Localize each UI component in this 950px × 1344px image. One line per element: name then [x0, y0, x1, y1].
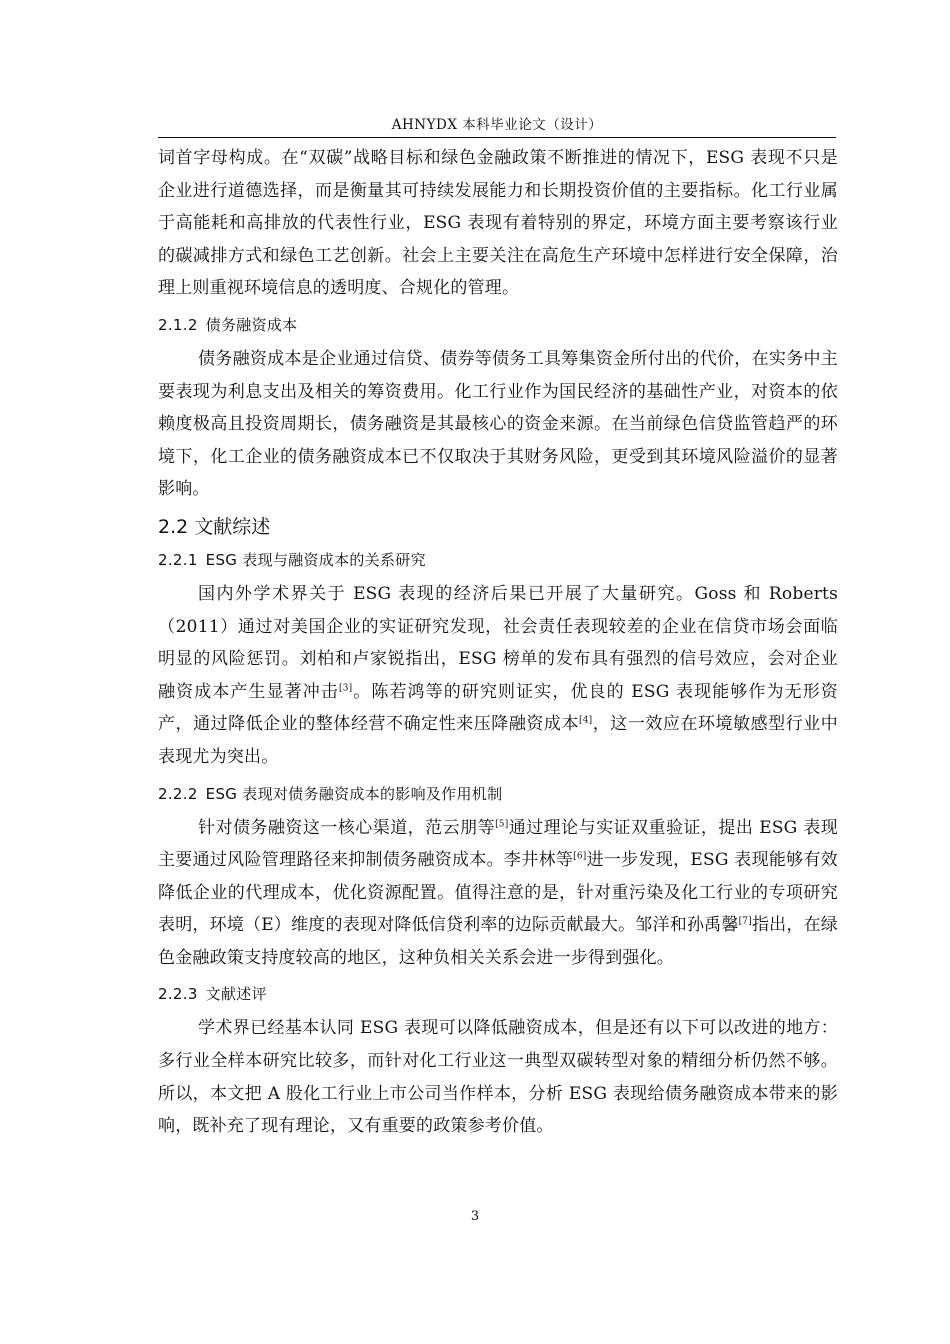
text-run: 指出，在绿色金融政策支持度较高的地区，这种负相关关系会进一步得到强化。: [158, 915, 838, 968]
citation-ref: [5]: [495, 818, 509, 829]
text-run: 。陈若鸿等的研究则证实，优良的 ESG 表现能够作为无形资产，通过降低企业的整体经营不确定性来压降融资成本: [158, 681, 838, 735]
paragraph-debt-financing-cost: 债务融资成本是企业通过信贷、债券等债务工具筹集资金所付出的代价，在实务中主要表现为利息支出及相关的筹资费用。化工行业作为国民经济的基础性产业，对资本的依赖度极高且投资周期长，债务融资是其最核心的资金来源。在当前绿色信贷监管趋严的环境下，化工企业的债务融资成本已不仅取决于其财务风险，更受到其环境风险溢价的显著影响。: [158, 348, 838, 500]
heading-number: 2.2.1: [158, 550, 198, 569]
paragraph-esg-financing-relation: [158, 578, 838, 774]
citation-ref: [3]: [339, 683, 353, 694]
text-run: ，这一效应在环境敏感型行业中表现尤为突出。: [158, 714, 838, 767]
heading-number: 2.2: [158, 515, 189, 538]
heading-2-2-2: [158, 784, 838, 804]
header-rule: [158, 137, 836, 138]
heading-2-2-3: [158, 984, 838, 1004]
text-run: 国内外学术界关于 ESG 表现的经济后果已开展了大量研究。Goss 和 Roberts（2011）通过对美国企业的实证研究发现，社会责任表现较差的企业在信贷市场会面临明显的风险惩罚。刘柏和卢家锐指出，ESG 榜单的发布具有强烈的信号效应，会对企业融资成本产生显著冲击: [158, 583, 838, 702]
heading-title: 债务融资成本: [205, 315, 298, 334]
intro-paragraph: 词首字母构成。在“双碳”战略目标和绿色金融政策不断推进的情况下，ESG 表现不只是企业进行道德选择，而是衡量其可持续发展能力和长期投资价值的主要指标。化工行业属于高能耗和高排放的代表性行业，ESG 表现有着特别的界定，环境方面主要考察该行业的碳减排方式和绿色工艺创新。社会上主要关注在高危生产环境中怎样进行安全保障，治理上则重视环境信息的透明度、合规化的管理。: [158, 148, 838, 299]
heading-number: 2.2.2: [158, 784, 198, 803]
heading-title: 文献述评: [205, 985, 267, 1004]
page-number: 3: [470, 1209, 480, 1224]
heading-title: ESG 表现对债务融资成本的影响及作用机制: [205, 784, 503, 803]
page-body: [158, 142, 838, 1143]
heading-2-2-1: [158, 550, 838, 570]
heading-2-2: [158, 514, 838, 540]
heading-2-1-2: [158, 315, 838, 335]
heading-title: 文献综述: [194, 515, 271, 538]
text-run: 通过理论与实证双重验证，提出 ESG 表现主要通过风险管理路径来抑制债务融资成本。李井林等: [158, 817, 838, 871]
citation-ref: [4]: [579, 715, 593, 726]
paragraph-esg-debt-mechanism: [158, 812, 838, 975]
running-header: AHNYDX 本科毕业论文（设计）: [391, 117, 603, 133]
paragraph-literature-review: 学术界已经基本认同 ESG 表现可以降低融资成本，但是还有以下可以改进的地方：多行业全样本研究比较多，而针对化工行业这一典型双碳转型对象的精细分析仍然不够。所以，本文把 A 股化工行业上市公司当作样本，分析 ESG 表现给债务融资成本带来的影响，既补充了现有理论，又有重要的政策参考价值。: [158, 1018, 838, 1137]
heading-number: 2.2.3: [158, 985, 198, 1004]
heading-number: 2.1.2: [158, 315, 198, 334]
text-run: 进一步发现，ESG 表现能够有效降低企业的代理成本，优化资源配置。值得注意的是，针对重污染及化工行业的专项研究表明，环境（E）维度的表现对降低信贷利率的边际贡献最大。邹洋和孙禹馨: [158, 850, 838, 936]
text-run: 针对债务融资这一核心渠道，范云朋等: [198, 817, 496, 838]
heading-title: ESG 表现与融资成本的关系研究: [205, 550, 426, 569]
citation-ref: [7]: [738, 916, 752, 927]
citation-ref: [6]: [573, 851, 587, 862]
